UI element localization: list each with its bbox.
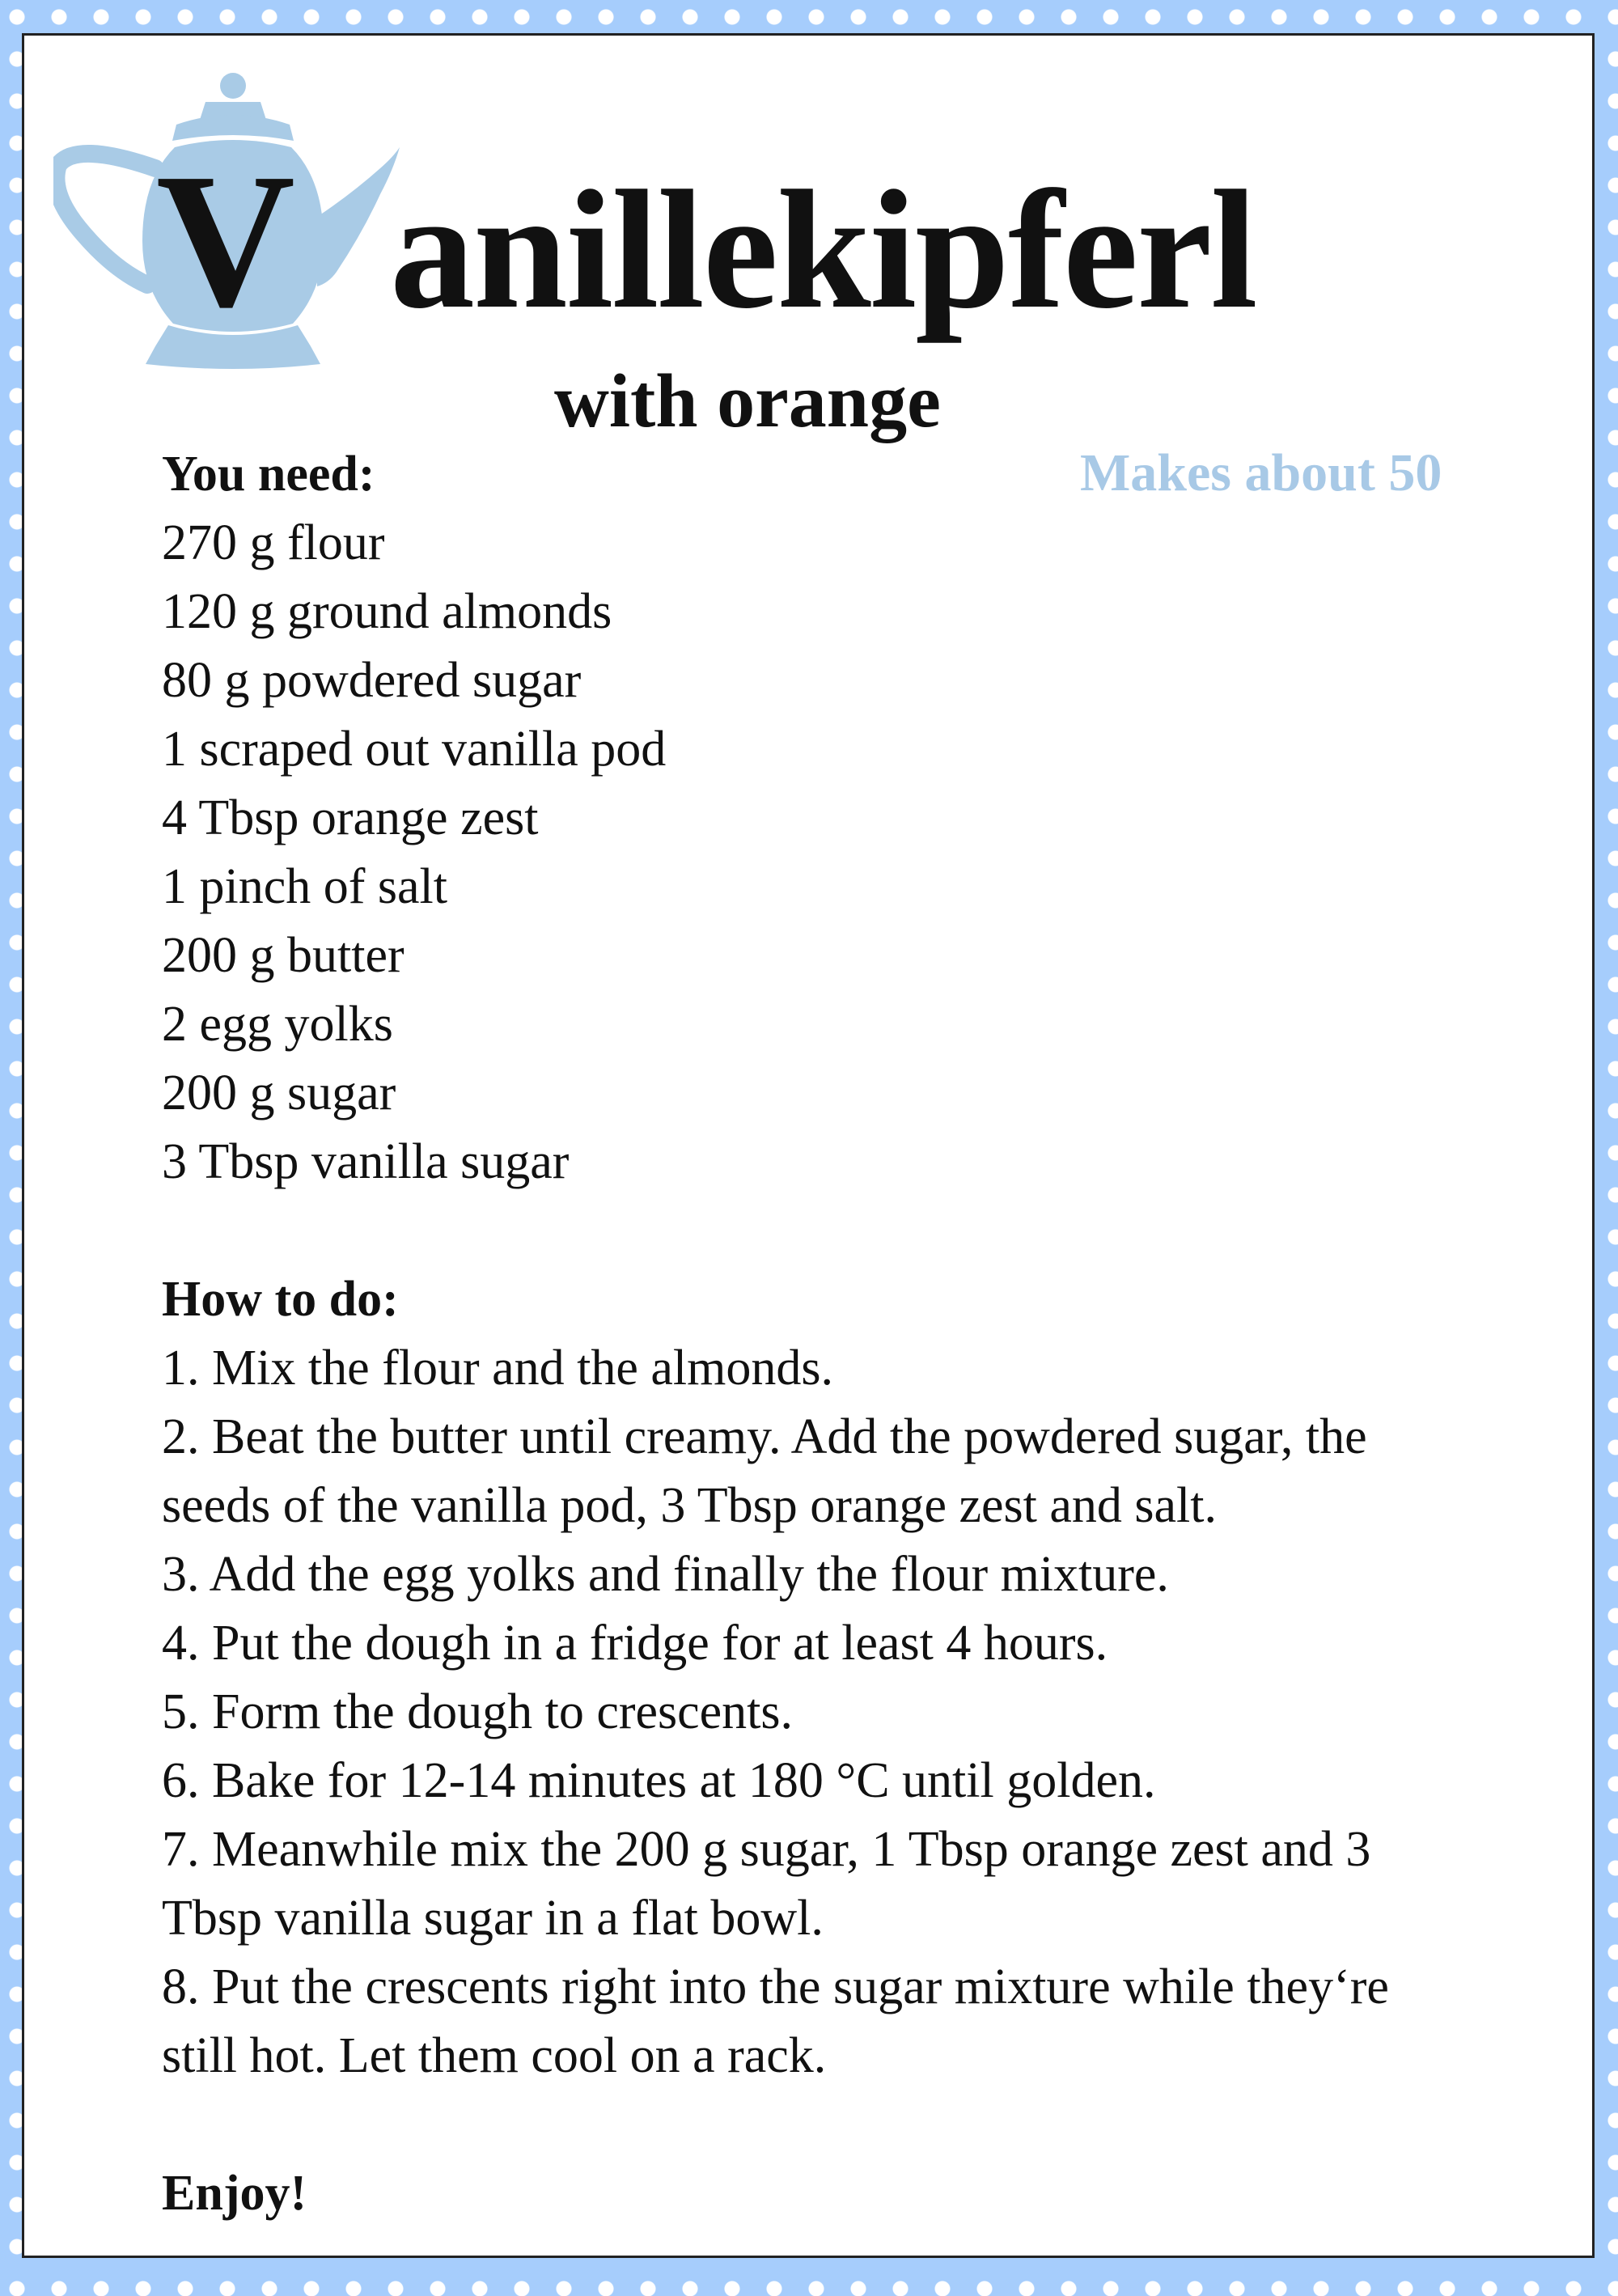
step-line: still hot. Let them cool on a rack.	[162, 2028, 827, 2083]
ingredient-item: 1 scraped out vanilla pod	[162, 722, 667, 777]
title-initial: V	[156, 134, 295, 347]
step-line: Tbsp vanilla sugar in a flat bowl.	[162, 1891, 824, 1946]
recipe-card	[22, 33, 1595, 2258]
ingredient-item: 4 Tbsp orange zest	[162, 790, 539, 845]
step-line: 1. Mix the flour and the almonds.	[162, 1341, 833, 1396]
closing-text: Enjoy!	[162, 2166, 307, 2221]
section-spacer	[162, 2091, 1586, 2159]
ingredients-heading: You need:	[162, 447, 375, 502]
step-line: 6. Bake for 12-14 minutes at 180 °C until golden.	[162, 1753, 1156, 1808]
step-line: 4. Put the dough in a fridge for at least 4 hours.	[162, 1616, 1108, 1671]
step-line: 5. Form the dough to crescents.	[162, 1684, 794, 1739]
ingredient-item: 3 Tbsp vanilla sugar	[162, 1134, 570, 1189]
yield-label: Makes about 50	[1080, 443, 1442, 502]
steps-list	[162, 1334, 1586, 2091]
recipe-body	[162, 440, 1586, 2228]
step-line: 2. Beat the butter until creamy. Add the powdered sugar, the	[162, 1409, 1367, 1464]
ingredients-list	[162, 509, 1586, 1197]
steps-heading: How to do:	[162, 1272, 399, 1327]
ingredient-item: 270 g flour	[162, 515, 385, 570]
step-line: 3. Add the egg yolks and finally the flour mixture.	[162, 1547, 1169, 1602]
step-line: seeds of the vanilla pod, 3 Tbsp orange zest and salt.	[162, 1478, 1217, 1533]
ingredient-item: 120 g ground almonds	[162, 584, 612, 639]
ingredient-item: 200 g sugar	[162, 1065, 396, 1120]
subtitle: with orange	[554, 359, 941, 443]
ingredient-item: 1 pinch of salt	[162, 859, 447, 914]
step-line: 7. Meanwhile mix the 200 g sugar, 1 Tbsp orange zest and 3	[162, 1822, 1371, 1877]
ingredient-item: 200 g butter	[162, 928, 404, 983]
section-spacer	[162, 1197, 1586, 1265]
ingredient-item: 2 egg yolks	[162, 997, 393, 1052]
title: anillekipferl	[390, 156, 1256, 344]
step-line: 8. Put the crescents right into the sugar mixture while they‘re	[162, 1959, 1389, 2014]
ingredient-item: 80 g powdered sugar	[162, 653, 582, 708]
